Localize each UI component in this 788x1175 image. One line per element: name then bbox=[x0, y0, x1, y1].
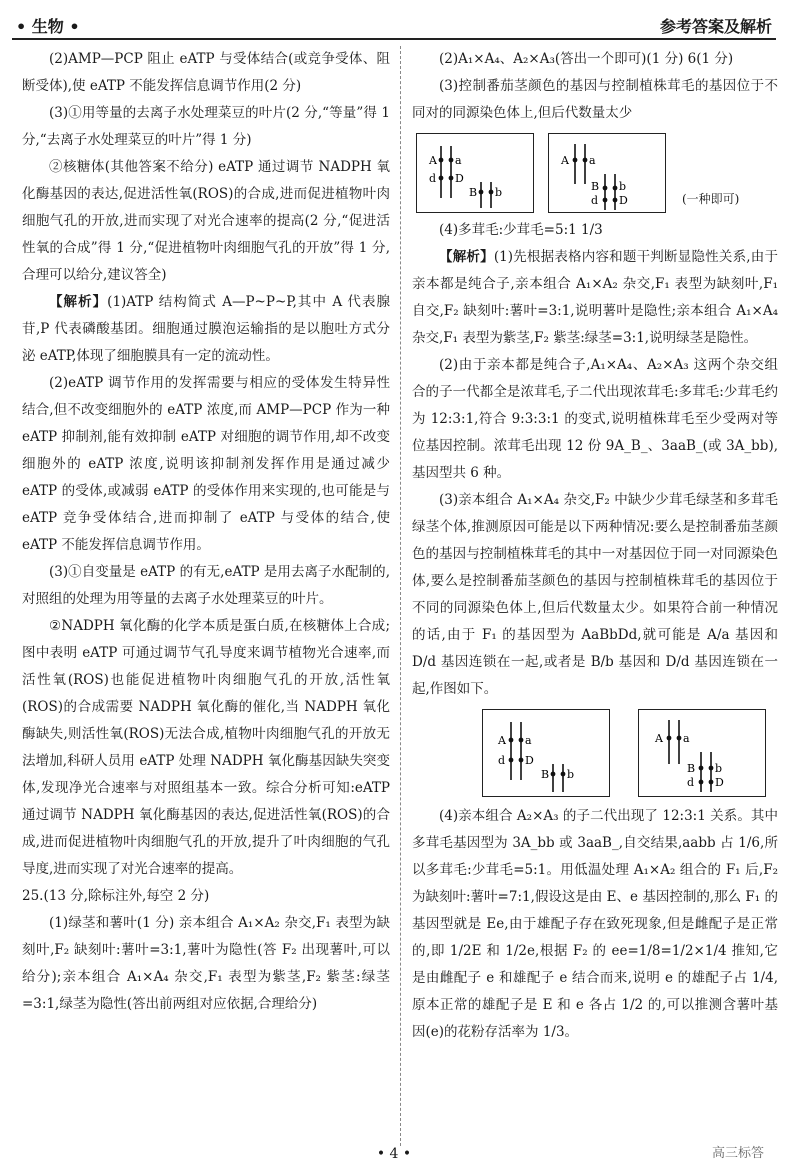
svg-text:B: B bbox=[469, 186, 478, 199]
analysis-paragraph: 【解析】(1)ATP 结构简式 A—P~P~P,其中 A 代表腺苷,P 代表磷酸基团。细胞通过膜泡运输指的是以胞吐方式分泌 eATP,体现了细胞膜具有一定的流动性。 bbox=[22, 294, 390, 364]
watermark: 高三标答 bbox=[711, 1146, 764, 1161]
svg-text:a: a bbox=[525, 734, 532, 747]
svg-text:A: A bbox=[429, 154, 437, 167]
analysis-paragraph: (4)亲本组合 A₂×A₃ 的子二代出现了 12:3:1 关系。其中多茸毛基因型为 3A_bb 或 3aaB_,自交结果,aabb 占 1/6,所以多茸毛:少茸毛=5:1。用低温处理 A₁×A₂ 组合的 F₁ 后,F₂ 为缺刻叶:薯叶=7:1,假设这是由 E、e 基因控制的,那么 F₁ 的基因型就是 Ee,由于雄配子存在致死现象,但是雌配子是正常的,即 1/2E 和 1/2e,根据 F₂ 的 ee=1/8=1/2×1/4 推知,它是由雌配子 e 和雄配子 e 结合而来,说明 e 的雄配子占 1/4,原本正常的雄配子是 E 和 e 各占 1/2 的,可以推测含薯叶基因(e)的花粉存活率为 1/3。 bbox=[412, 808, 778, 1040]
analysis-paragraph: 【解析】(1)先根据表格内容和题干判断显隐性关系,由于亲本都是纯合子,亲本组合 A₁×A₂ 杂交,F₁ 表型为缺刻叶,F₁ 自交,F₂ 缺刻叶:薯叶=3:1,说明薯叶是隐性;亲本组合 A₁×A₄ 杂交,F₁ 表型为紫茎,F₂ 紫茎:绿茎=3:1,说明绿茎是隐性。 bbox=[412, 249, 779, 346]
question-heading: 25.(13 分,除标注外,每空 2 分) bbox=[22, 888, 210, 904]
chromosome-diagram-ad-linked bbox=[482, 709, 610, 797]
analysis-label: 【解析】 bbox=[49, 294, 108, 310]
svg-text:a: a bbox=[683, 732, 690, 745]
answer-paragraph: ②核糖体(其他答案不给分) eATP 通过调节 NADPH 氧化酶基因的表达,促进活性氧(ROS)的合成,进而促进植物叶肉细胞气孔的开放,进而实现了对光合速率的提高(2 分,“促进活性氧的合成”得 1 分,“促进植物叶肉细胞气孔的开放”得 1 分,合理可以给分,建议答全) bbox=[22, 159, 390, 283]
analysis-paragraph: (3)亲本组合 A₁×A₄ 杂交,F₂ 中缺少少茸毛绿茎和多茸毛绿茎个体,推测原因可能是以下两种情况:要么是控制番茄茎颜色的基因与控制植株茸毛的其中一对基因位于同一对同源染色体,要么是控制番茄茎颜色的基因与控制植株茸毛的基因位于不同的同源染色体上,但后代数量太少。如果符合前一种情况的话,由于 F₁ 的基因型为 AaBbDd,就可能是 A/a 基因和 D/d 基因连锁在一起,或者是 B/b 基因和 D/d 基因连锁在一起,作图如下。 bbox=[412, 492, 778, 697]
svg-text:b: b bbox=[715, 762, 723, 775]
analysis-paragraph: (2)eATP 调节作用的发挥需要与相应的受体发生特异性结合,但不改变细胞外的 eATP 浓度,而 AMP—PCP 作为一种 eATP 抑制剂,能有效抑制 eATP 对细胞的调节作用,却不改变细胞外的 eATP 浓度,说明该抑制剂发挥作用是通过减少 eATP 的受体,或减弱 eATP 的受体作用来实现的,也可能是与 eATP 竞争受体结合,进而抑制了 eATP 与受体的结合,使 eATP 不能发挥信息调节作用。 bbox=[22, 375, 390, 553]
svg-text:D: D bbox=[455, 172, 464, 185]
left-column bbox=[22, 46, 390, 1018]
svg-text:B: B bbox=[591, 180, 600, 193]
answer-paragraph: (4)多茸毛:少茸毛=5:1 1/3 bbox=[439, 222, 603, 238]
column-divider bbox=[400, 46, 401, 1146]
svg-text:a: a bbox=[455, 154, 462, 167]
svg-text:d: d bbox=[591, 194, 599, 207]
answer-paragraph: (1)绿茎和薯叶(1 分) 亲本组合 A₁×A₂ 杂交,F₁ 表型为缺刻叶,F₂ 缺刻叶:薯叶=3:1,薯叶为隐性(答 F₂ 出现薯叶,可以给分);亲本组合 A₁×A₄ 杂交,F₁ 表型为紫茎,F₂ 紫茎:绿茎=3:1,绿茎为隐性(答出前两组对应依据,合理给分) bbox=[22, 915, 390, 1012]
analysis-label: 【解析】 bbox=[439, 249, 494, 265]
svg-text:D: D bbox=[525, 754, 534, 767]
analysis-paragraph: ②NADPH 氧化酶的化学本质是蛋白质,在核糖体上合成;图中表明 eATP 可通过调节气孔导度来调节植物光合速率,而活性氧(ROS)也能促进植物叶肉细胞气孔的开放,活性氧(ROS)的合成需要 NADPH 氧化酶的催化,当 NADPH 氧化酶缺失,则活性氧(ROS)无法合成,植物叶肉细胞气孔的开放无法增加,科研人员用 eATP 处理 NADPH 氧化酶基因缺失突变体,发现净光合速率与对照组基本一致。综合分析可知:eATP 通过调节 NADPH 氧化酶基因的表达,促进活性氧(ROS)的合成,进而促进植物叶肉细胞气孔的开放,提升了叶肉细胞的气孔导度,进而实现了对光合速率的提高。 bbox=[22, 618, 390, 877]
page-number: • 4 • bbox=[376, 1146, 412, 1162]
svg-text:A: A bbox=[655, 732, 663, 745]
chromosome-diagrams-analysis bbox=[482, 709, 778, 797]
svg-text:a: a bbox=[589, 154, 596, 167]
svg-text:d: d bbox=[687, 776, 695, 789]
svg-text:b: b bbox=[619, 180, 627, 193]
right-column bbox=[412, 46, 778, 1046]
svg-text:A: A bbox=[561, 154, 569, 167]
svg-text:b: b bbox=[567, 768, 575, 781]
svg-text:b: b bbox=[495, 186, 503, 199]
answer-paragraph: (3)①用等量的去离子水处理菜豆的叶片(2 分,“等量”得 1 分,“去离子水处理菜豆的叶片”得 1 分) bbox=[22, 105, 390, 148]
svg-text:B: B bbox=[687, 762, 696, 775]
svg-text:D: D bbox=[715, 776, 724, 789]
svg-text:d: d bbox=[429, 172, 437, 185]
chromosome-diagrams bbox=[416, 133, 778, 213]
svg-text:d: d bbox=[498, 754, 506, 767]
analysis-paragraph: (3)①自变量是 eATP 的有无,eATP 是用去离子水配制的,对照组的处理为用等量的去离子水处理菜豆的叶片。 bbox=[22, 564, 390, 607]
svg-text:A: A bbox=[498, 734, 506, 747]
answer-paragraph: (2)A₁×A₄、A₂×A₃(答出一个即可)(1 分) 6(1 分) bbox=[439, 51, 734, 67]
section-title: 参考答案及解析 bbox=[659, 17, 772, 36]
chromosome-diagram-ad-linked bbox=[416, 133, 534, 213]
chromosome-diagram-bd-linked bbox=[638, 709, 766, 797]
chromosome-diagram-bd-linked bbox=[548, 133, 666, 213]
answer-paragraph: (3)控制番茄茎颜色的基因与控制植株茸毛的基因位于不同对的同源染色体上,但后代数量太少 bbox=[412, 78, 778, 121]
subject-label: • 生物 • bbox=[16, 17, 80, 36]
page-header bbox=[12, 8, 776, 40]
answer-paragraph: (2)AMP—PCP 阻止 eATP 与受体结合(或竞争受体、阻断受体),使 eATP 不能发挥信息调节作用(2 分) bbox=[22, 51, 390, 94]
diagram-note: (一种即可) bbox=[682, 192, 740, 206]
svg-text:D: D bbox=[619, 194, 628, 207]
analysis-paragraph: (2)由于亲本都是纯合子,A₁×A₄、A₂×A₃ 这两个杂交组合的子一代都全是浓茸毛,子二代出现浓茸毛:多茸毛:少茸毛约为 12:3:1,符合 9:3:3:1 的变式,说明植株茸毛至少受两对等位基因控制。浓茸毛出现 12 份 9A_B_、3aaB_(或 3A_bb),基因型共 6 种。 bbox=[412, 357, 778, 481]
svg-text:B: B bbox=[541, 768, 550, 781]
